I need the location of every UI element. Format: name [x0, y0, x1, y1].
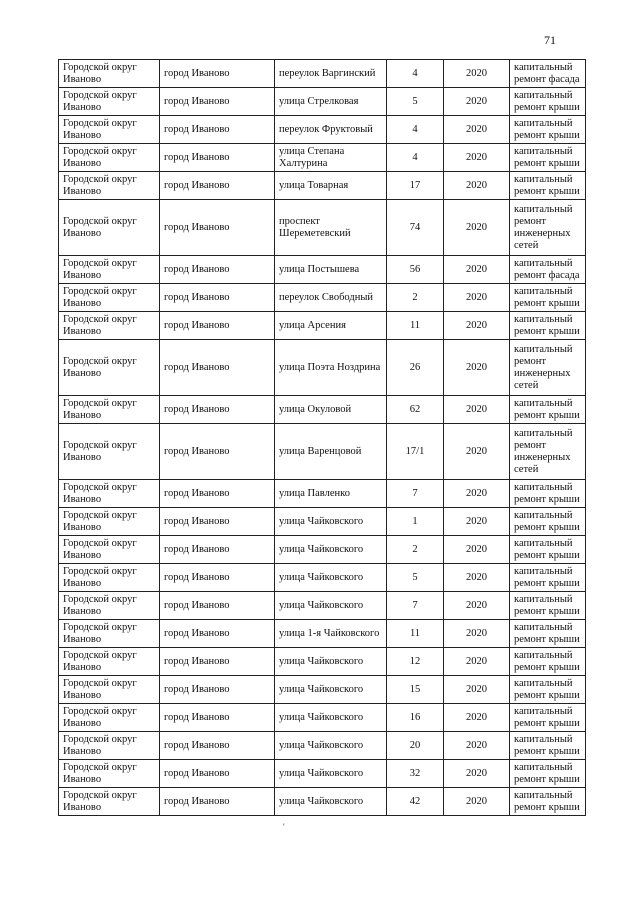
house-number-cell: 26 [387, 340, 444, 396]
house-number-cell: 11 [387, 312, 444, 340]
table-row [59, 60, 586, 88]
table-row [59, 620, 586, 648]
district-cell: Городской округ Иваново [59, 480, 160, 508]
house-number-cell: 7 [387, 480, 444, 508]
year-cell: 2020 [444, 760, 510, 788]
year-cell: 2020 [444, 480, 510, 508]
table-row [59, 172, 586, 200]
table-row [59, 144, 586, 172]
year-cell: 2020 [444, 172, 510, 200]
scan-mark: ' [283, 822, 285, 832]
house-number-cell: 4 [387, 144, 444, 172]
work-type-cell: капитальный ремонт крыши [510, 536, 586, 564]
district-cell: Городской округ Иваново [59, 144, 160, 172]
city-cell: город Иваново [160, 676, 275, 704]
table-row [59, 284, 586, 312]
table-row [59, 508, 586, 536]
street-cell: улица Чайковского [275, 676, 387, 704]
work-type-cell: капитальный ремонт крыши [510, 480, 586, 508]
city-cell: город Иваново [160, 592, 275, 620]
year-cell: 2020 [444, 508, 510, 536]
work-type-cell: капитальный ремонт крыши [510, 144, 586, 172]
work-type-cell: капитальный ремонт крыши [510, 592, 586, 620]
year-cell: 2020 [444, 60, 510, 88]
year-cell: 2020 [444, 564, 510, 592]
district-cell: Городской округ Иваново [59, 536, 160, 564]
city-cell: город Иваново [160, 648, 275, 676]
table-row [59, 340, 586, 396]
table-row [59, 648, 586, 676]
city-cell: город Иваново [160, 312, 275, 340]
year-cell: 2020 [444, 340, 510, 396]
city-cell: город Иваново [160, 340, 275, 396]
district-cell: Городской округ Иваново [59, 760, 160, 788]
work-type-cell: капитальный ремонт крыши [510, 620, 586, 648]
house-number-cell: 4 [387, 60, 444, 88]
street-cell: улица Чайковского [275, 788, 387, 816]
table-row [59, 200, 586, 256]
street-cell: улица Окуловой [275, 396, 387, 424]
house-number-cell: 20 [387, 732, 444, 760]
year-cell: 2020 [444, 536, 510, 564]
year-cell: 2020 [444, 396, 510, 424]
house-number-cell: 4 [387, 116, 444, 144]
street-cell: улица Варенцовой [275, 424, 387, 480]
page-number: 71 [544, 33, 556, 47]
city-cell: город Иваново [160, 508, 275, 536]
work-type-cell: капитальный ремонт крыши [510, 732, 586, 760]
city-cell: город Иваново [160, 116, 275, 144]
street-cell: улица Поэта Ноздрина [275, 340, 387, 396]
house-number-cell: 11 [387, 620, 444, 648]
table-row [59, 676, 586, 704]
work-type-cell: капитальный ремонт крыши [510, 788, 586, 816]
district-cell: Городской округ Иваново [59, 116, 160, 144]
house-number-cell: 5 [387, 88, 444, 116]
house-number-cell: 12 [387, 648, 444, 676]
work-type-cell: капитальный ремонт крыши [510, 704, 586, 732]
work-type-cell: капитальный ремонт крыши [510, 508, 586, 536]
district-cell: Городской округ Иваново [59, 788, 160, 816]
street-cell: переулок Варгинский [275, 60, 387, 88]
street-cell: улица 1-я Чайковского [275, 620, 387, 648]
street-cell: улица Чайковского [275, 564, 387, 592]
house-number-cell: 15 [387, 676, 444, 704]
city-cell: город Иваново [160, 480, 275, 508]
district-cell: Городской округ Иваново [59, 676, 160, 704]
district-cell: Городской округ Иваново [59, 340, 160, 396]
table-row [59, 480, 586, 508]
table-row [59, 88, 586, 116]
work-type-cell: капитальный ремонт инженерных сетей [510, 200, 586, 256]
year-cell: 2020 [444, 256, 510, 284]
table-row [59, 592, 586, 620]
district-cell: Городской округ Иваново [59, 60, 160, 88]
work-type-cell: капитальный ремонт инженерных сетей [510, 340, 586, 396]
year-cell: 2020 [444, 732, 510, 760]
district-cell: Городской округ Иваново [59, 508, 160, 536]
city-cell: город Иваново [160, 424, 275, 480]
work-type-cell: капитальный ремонт инженерных сетей [510, 424, 586, 480]
street-cell: улица Чайковского [275, 536, 387, 564]
street-cell: проспект Шереметевский [275, 200, 387, 256]
street-cell: улица Чайковского [275, 732, 387, 760]
work-type-cell: капитальный ремонт крыши [510, 760, 586, 788]
district-cell: Городской округ Иваново [59, 88, 160, 116]
work-type-cell: капитальный ремонт крыши [510, 172, 586, 200]
year-cell: 2020 [444, 312, 510, 340]
house-number-cell: 56 [387, 256, 444, 284]
city-cell: город Иваново [160, 536, 275, 564]
work-type-cell: капитальный ремонт крыши [510, 564, 586, 592]
city-cell: город Иваново [160, 704, 275, 732]
city-cell: город Иваново [160, 88, 275, 116]
district-cell: Городской округ Иваново [59, 704, 160, 732]
year-cell: 2020 [444, 648, 510, 676]
year-cell: 2020 [444, 676, 510, 704]
table-row [59, 732, 586, 760]
district-cell: Городской округ Иваново [59, 648, 160, 676]
table-row [59, 424, 586, 480]
repair-schedule-table [58, 59, 586, 816]
work-type-cell: капитальный ремонт крыши [510, 88, 586, 116]
street-cell: улица Степана Халтурина [275, 144, 387, 172]
table-row [59, 760, 586, 788]
city-cell: город Иваново [160, 396, 275, 424]
district-cell: Городской округ Иваново [59, 564, 160, 592]
city-cell: город Иваново [160, 732, 275, 760]
street-cell: улица Чайковского [275, 508, 387, 536]
district-cell: Городской округ Иваново [59, 424, 160, 480]
year-cell: 2020 [444, 704, 510, 732]
district-cell: Городской округ Иваново [59, 312, 160, 340]
city-cell: город Иваново [160, 564, 275, 592]
work-type-cell: капитальный ремонт крыши [510, 312, 586, 340]
table-row [59, 256, 586, 284]
table-row [59, 116, 586, 144]
year-cell: 2020 [444, 620, 510, 648]
house-number-cell: 16 [387, 704, 444, 732]
work-type-cell: капитальный ремонт фасада [510, 256, 586, 284]
table-row [59, 564, 586, 592]
city-cell: город Иваново [160, 620, 275, 648]
city-cell: город Иваново [160, 200, 275, 256]
work-type-cell: капитальный ремонт крыши [510, 648, 586, 676]
house-number-cell: 32 [387, 760, 444, 788]
street-cell: улица Павленко [275, 480, 387, 508]
table-row [59, 536, 586, 564]
year-cell: 2020 [444, 424, 510, 480]
year-cell: 2020 [444, 200, 510, 256]
table-row [59, 396, 586, 424]
street-cell: улица Чайковского [275, 592, 387, 620]
table-row [59, 788, 586, 816]
street-cell: улица Стрелковая [275, 88, 387, 116]
house-number-cell: 62 [387, 396, 444, 424]
year-cell: 2020 [444, 788, 510, 816]
year-cell: 2020 [444, 284, 510, 312]
house-number-cell: 1 [387, 508, 444, 536]
work-type-cell: капитальный ремонт крыши [510, 116, 586, 144]
street-cell: улица Чайковского [275, 704, 387, 732]
house-number-cell: 17/1 [387, 424, 444, 480]
work-type-cell: капитальный ремонт крыши [510, 396, 586, 424]
district-cell: Городской округ Иваново [59, 200, 160, 256]
year-cell: 2020 [444, 144, 510, 172]
work-type-cell: капитальный ремонт фасада [510, 60, 586, 88]
year-cell: 2020 [444, 116, 510, 144]
table-body [59, 60, 586, 816]
year-cell: 2020 [444, 592, 510, 620]
street-cell: переулок Фруктовый [275, 116, 387, 144]
district-cell: Городской округ Иваново [59, 592, 160, 620]
work-type-cell: капитальный ремонт крыши [510, 284, 586, 312]
district-cell: Городской округ Иваново [59, 396, 160, 424]
year-cell: 2020 [444, 88, 510, 116]
house-number-cell: 2 [387, 536, 444, 564]
district-cell: Городской округ Иваново [59, 256, 160, 284]
table-row [59, 704, 586, 732]
house-number-cell: 2 [387, 284, 444, 312]
street-cell: улица Чайковского [275, 648, 387, 676]
city-cell: город Иваново [160, 256, 275, 284]
street-cell: улица Товарная [275, 172, 387, 200]
city-cell: город Иваново [160, 284, 275, 312]
city-cell: город Иваново [160, 144, 275, 172]
city-cell: город Иваново [160, 788, 275, 816]
street-cell: переулок Свободный [275, 284, 387, 312]
house-number-cell: 74 [387, 200, 444, 256]
house-number-cell: 42 [387, 788, 444, 816]
house-number-cell: 5 [387, 564, 444, 592]
work-type-cell: капитальный ремонт крыши [510, 676, 586, 704]
city-cell: город Иваново [160, 760, 275, 788]
street-cell: улица Чайковского [275, 760, 387, 788]
city-cell: город Иваново [160, 172, 275, 200]
house-number-cell: 17 [387, 172, 444, 200]
street-cell: улица Постышева [275, 256, 387, 284]
house-number-cell: 7 [387, 592, 444, 620]
table-row [59, 312, 586, 340]
street-cell: улица Арсения [275, 312, 387, 340]
district-cell: Городской округ Иваново [59, 284, 160, 312]
city-cell: город Иваново [160, 60, 275, 88]
district-cell: Городской округ Иваново [59, 172, 160, 200]
district-cell: Городской округ Иваново [59, 732, 160, 760]
district-cell: Городской округ Иваново [59, 620, 160, 648]
